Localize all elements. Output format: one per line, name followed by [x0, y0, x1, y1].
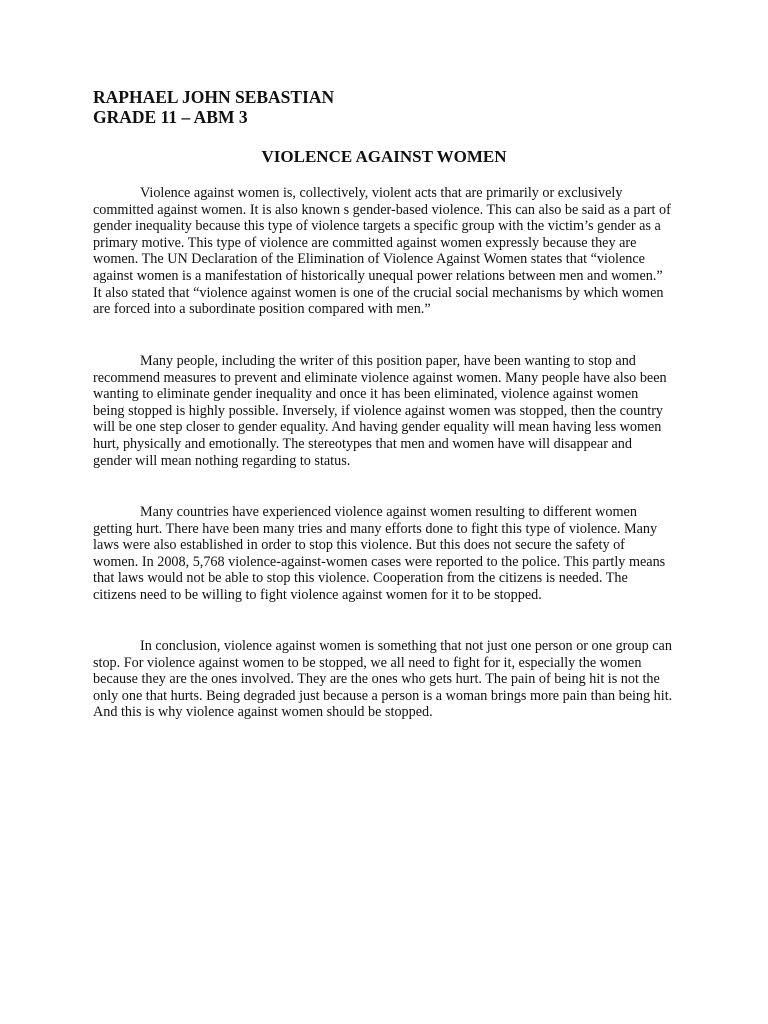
document-title: VIOLENCE AGAINST WOMEN	[261, 147, 507, 166]
paragraph-3: Many countries have experienced violence against women resulting to different women getting hurt. There have been many tries and many efforts done to fight this type of violence. Many laws were also established in order to stop this violence. But this does not secure the safety of women. In 2008, 5,768 violence-against-women cases were reported to the police. This partly means that laws would not be able to stop this violence. Cooperation from the citizens is needed. The citizens need to be willing to fight violence against women for it to be stopped.	[93, 504, 666, 603]
author-header	[93, 87, 334, 127]
paragraph-4: In conclusion, violence against women is something that not just one person or one group can stop. For violence against women to be stopped, we all need to fight for it, especially the women because they are the ones involved. They are the ones who gets hurt. The pain of being hit is not the only one that hurts. Being degraded just because a person is a woman brings more pain than being hit. And this is why violence against women should be stopped.	[93, 638, 673, 721]
paragraph-1: Violence against women is, collectively, violent acts that are primarily or exclusively committed against women. It is also known s gender-based violence. This can also be said as a part of gender inequality because this type of violence targets a specific group with the victim’s gender as a primary motive. This type of violence are committed against women expressly because they are women. The UN Declaration of the Elimination of Violence Against Women states that “violence against women is a manifestation of historically unequal power relations between men and women.” It also stated that “violence against women is one of the crucial social mechanisms by which women are forced into a subordinate position compared with men.”	[93, 185, 671, 318]
paragraph-2: Many people, including the writer of this position paper, have been wanting to stop and recommend measures to prevent and eliminate violence against women. Many people have also been wanting to eliminate gender inequality and once it has been eliminated, violence against women being stopped is highly possible. Inversely, if violence against women was stopped, then the country will be one step closer to gender equality. And having gender equality will mean having less women hurt, physically and emotionally. The stereotypes that men and women have will disappear and gender will mean nothing regarding to status.	[93, 353, 667, 469]
author-name: RAPHAEL JOHN SEBASTIAN	[93, 87, 335, 107]
grade-section: GRADE 11 – ABM 3	[93, 107, 248, 127]
